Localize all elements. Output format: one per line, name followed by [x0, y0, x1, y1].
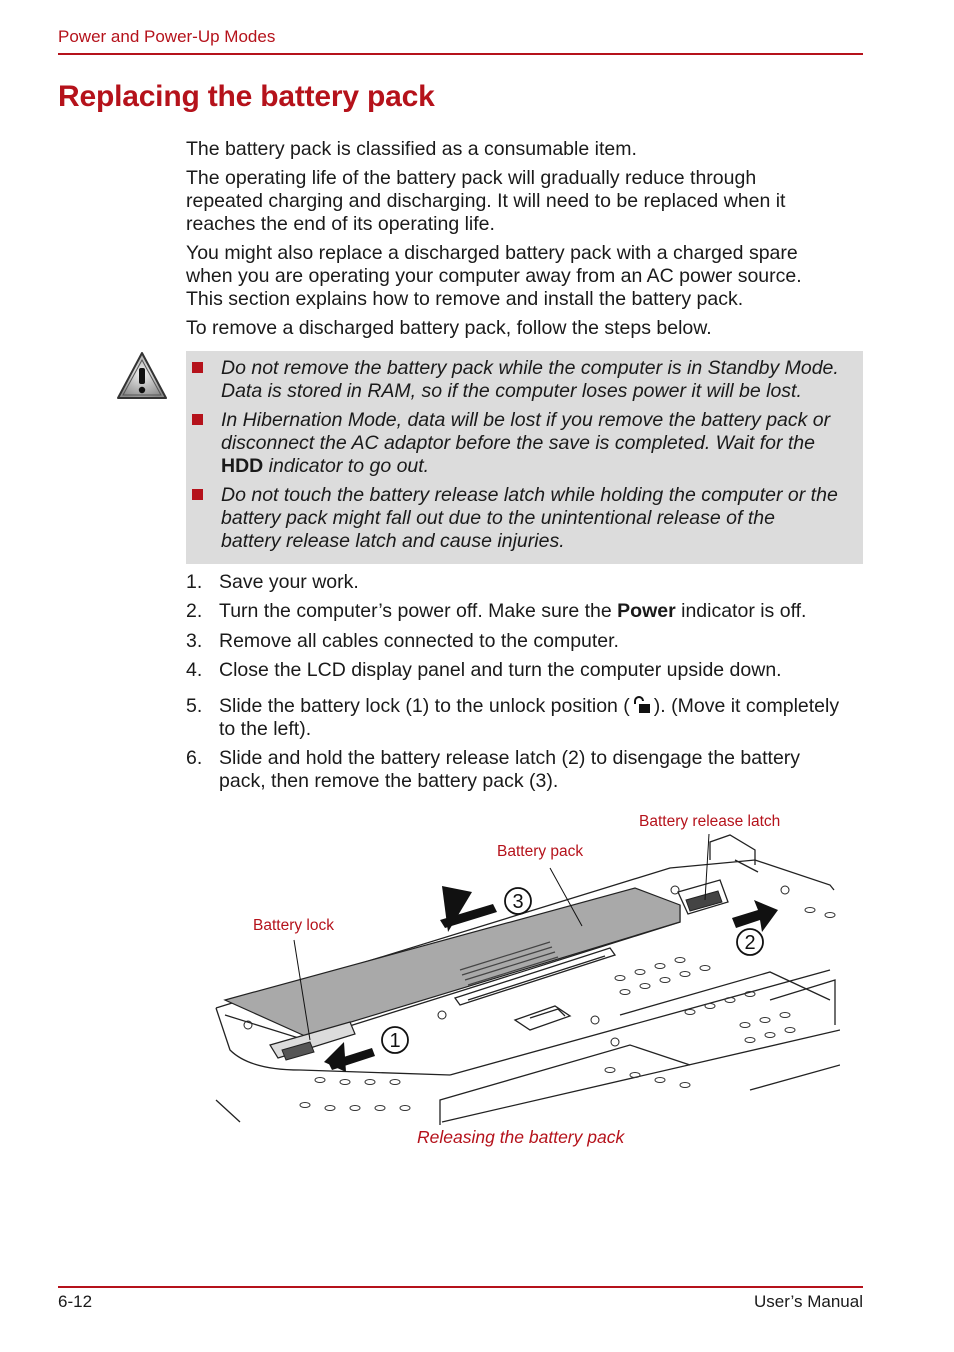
step-number: 2. [186, 600, 203, 622]
battery-illustration [210, 830, 840, 1125]
battery-illustration-svg [210, 830, 840, 1125]
step-text: Remove all cables connected to the computer. [219, 630, 619, 652]
intro-line: You might also replace a discharged battery pack with a charged spare [186, 242, 798, 264]
caution-item-line: Do not remove the battery pack while the computer is in Standby Mode. [221, 357, 839, 379]
caution-icon [116, 350, 168, 402]
marker-1-label: 1 [389, 1030, 401, 1052]
intro-line: The battery pack is classified as a consumable item. [186, 138, 637, 160]
caution-item-line: In Hibernation Mode, data will be lost if you remove the battery pack or [221, 409, 831, 431]
step-text-continued: pack, then remove the battery pack (3). [219, 770, 559, 792]
page-title: Replacing the battery pack [58, 80, 435, 113]
step-text: Save your work. [219, 571, 359, 593]
step-text [219, 695, 869, 720]
caution-item-line: Do not touch the battery release latch while holding the computer or the [221, 484, 838, 506]
hdd-label: HDD [221, 455, 264, 477]
intro-line: To remove a discharged battery pack, follow the steps below. [186, 317, 712, 339]
step-number: 1. [186, 571, 203, 593]
step-number: 4. [186, 659, 203, 681]
footer-rule [58, 1286, 863, 1288]
step-text-continued: to the left). [219, 718, 312, 740]
figure-caption: Releasing the battery pack [417, 1127, 625, 1147]
step-text: Slide and hold the battery release latch (2) to disengage the battery [219, 747, 801, 769]
step-number: 6. [186, 747, 203, 769]
caution-item-line: Data is stored in RAM, so if the computer loses power it will be lost. [221, 380, 802, 402]
step-text [219, 600, 869, 623]
caution-item-line: battery pack might fall out due to the unintentional release of the [221, 507, 775, 529]
callout-release-latch: Battery release latch [639, 813, 781, 830]
intro-line: reaches the end of its operating life. [186, 213, 495, 235]
step-text: Close the LCD display panel and turn the computer upside down. [219, 659, 782, 681]
header-rule [58, 53, 863, 55]
step-number: 3. [186, 630, 203, 652]
intro-line: repeated charging and discharging. It will need to be replaced when it [186, 190, 786, 212]
callout-battery-lock: Battery lock [253, 917, 334, 934]
marker-2-label: 2 [744, 932, 756, 954]
caution-item-line: disconnect the AC adaptor before the save is completed. Wait for the [221, 432, 815, 454]
step-text-pre: Turn the computer’s power off. Make sure the [219, 600, 618, 622]
page-number: 6-12 [58, 1292, 93, 1311]
bullet-icon [192, 362, 203, 373]
intro-line: This section explains how to remove and install the battery pack. [186, 288, 744, 310]
marker-3-label: 3 [512, 891, 524, 913]
caution-item-tail: indicator to go out. [263, 455, 430, 477]
unlock-icon [632, 696, 652, 720]
bullet-icon [192, 414, 203, 425]
callout-battery-pack: Battery pack [497, 843, 584, 860]
manual-name: User’s Manual [754, 1292, 863, 1311]
step-text-post: indicator is off. [675, 600, 807, 622]
caution-item-line: battery release latch and cause injuries. [221, 530, 565, 552]
intro-line: when you are operating your computer away from an AC power source. [186, 265, 802, 287]
step-text-pre: Slide the battery lock (1) to the unlock position ( [219, 695, 630, 717]
intro-line: The operating life of the battery pack will gradually reduce through [186, 167, 757, 189]
step-text-post: ). (Move it completely [653, 695, 840, 717]
running-header: Power and Power-Up Modes [58, 27, 276, 46]
step-number: 5. [186, 695, 203, 717]
power-label: Power [617, 600, 676, 622]
bullet-icon [192, 489, 203, 500]
caution-item-line [221, 455, 861, 478]
